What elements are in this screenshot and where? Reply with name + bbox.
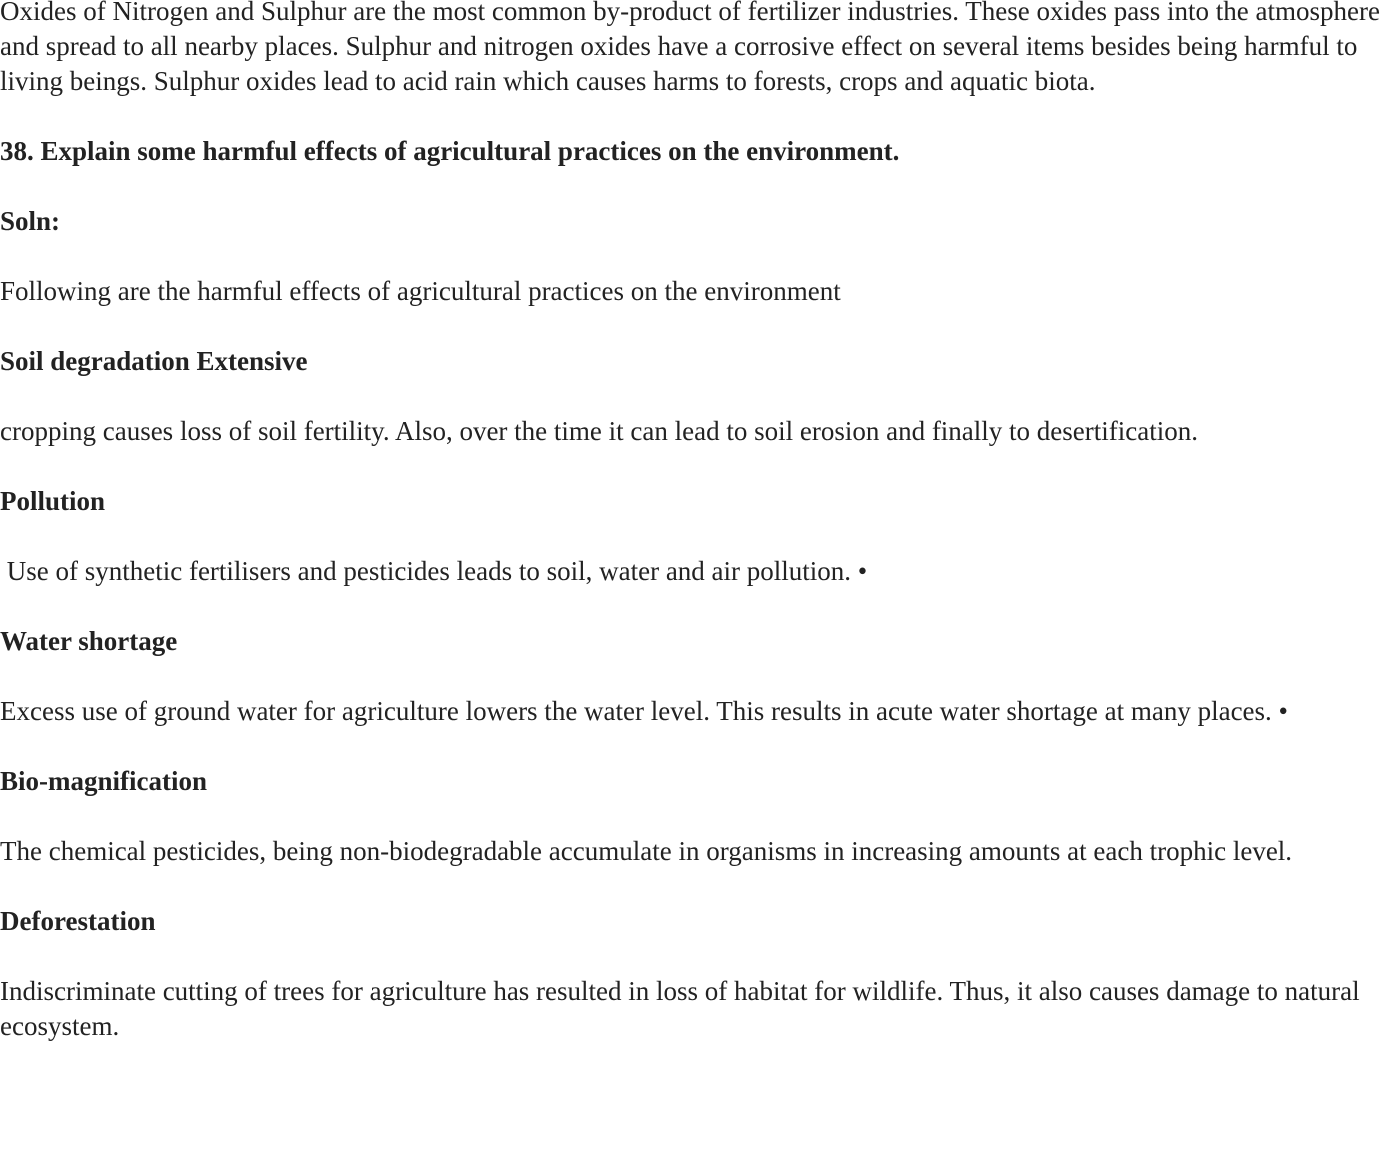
section-body: The chemical pesticides, being non-biodegradable accumulate in organisms in increasing amounts at each trophic level. [0,836,1293,866]
section-heading: Deforestation [0,906,156,936]
section-bio-magnification [0,764,1398,869]
section-heading: Bio-magnification [0,766,207,796]
section-body: cropping causes loss of soil fertility. Also, over the time it can lead to soil erosion and finally to desertification. [0,416,1198,446]
section-pollution [0,484,1398,589]
section-body [0,554,1398,589]
section-body: Excess use of ground water for agriculture lowers the water level. This results in acute water shortage at many places. • [0,696,1288,726]
section-deforestation [0,904,1398,1044]
section-soil-degradation [0,344,1398,449]
section-heading: Pollution [0,486,106,516]
section-heading: Water shortage [0,626,178,656]
solution-label: Soln: [0,206,61,236]
section-body-text: Use of synthetic fertilisers and pesticides leads to soil, water and air pollution. • [6,556,868,586]
question-heading: 38. Explain some harmful effects of agricultural practices on the environment. [0,136,900,166]
section-water-shortage [0,624,1398,729]
solution-intro: Following are the harmful effects of agricultural practices on the environment [0,276,841,306]
section-body: Indiscriminate cutting of trees for agriculture has resulted in loss of habitat for wildlife. Thus, it also causes damage to natural ecosystem. [0,976,1360,1041]
intro-paragraph: Oxides of Nitrogen and Sulphur are the most common by-product of fertilizer industries. These oxides pass into the atmosphere and spread to all nearby places. Sulphur and nitrogen oxides have a corrosive effect on several items besides being harmful to living beings. Sulphur oxides lead to acid rain which causes harms to forests, crops and aquatic biota. [0,0,1380,96]
section-heading: Soil degradation Extensive [0,346,308,376]
